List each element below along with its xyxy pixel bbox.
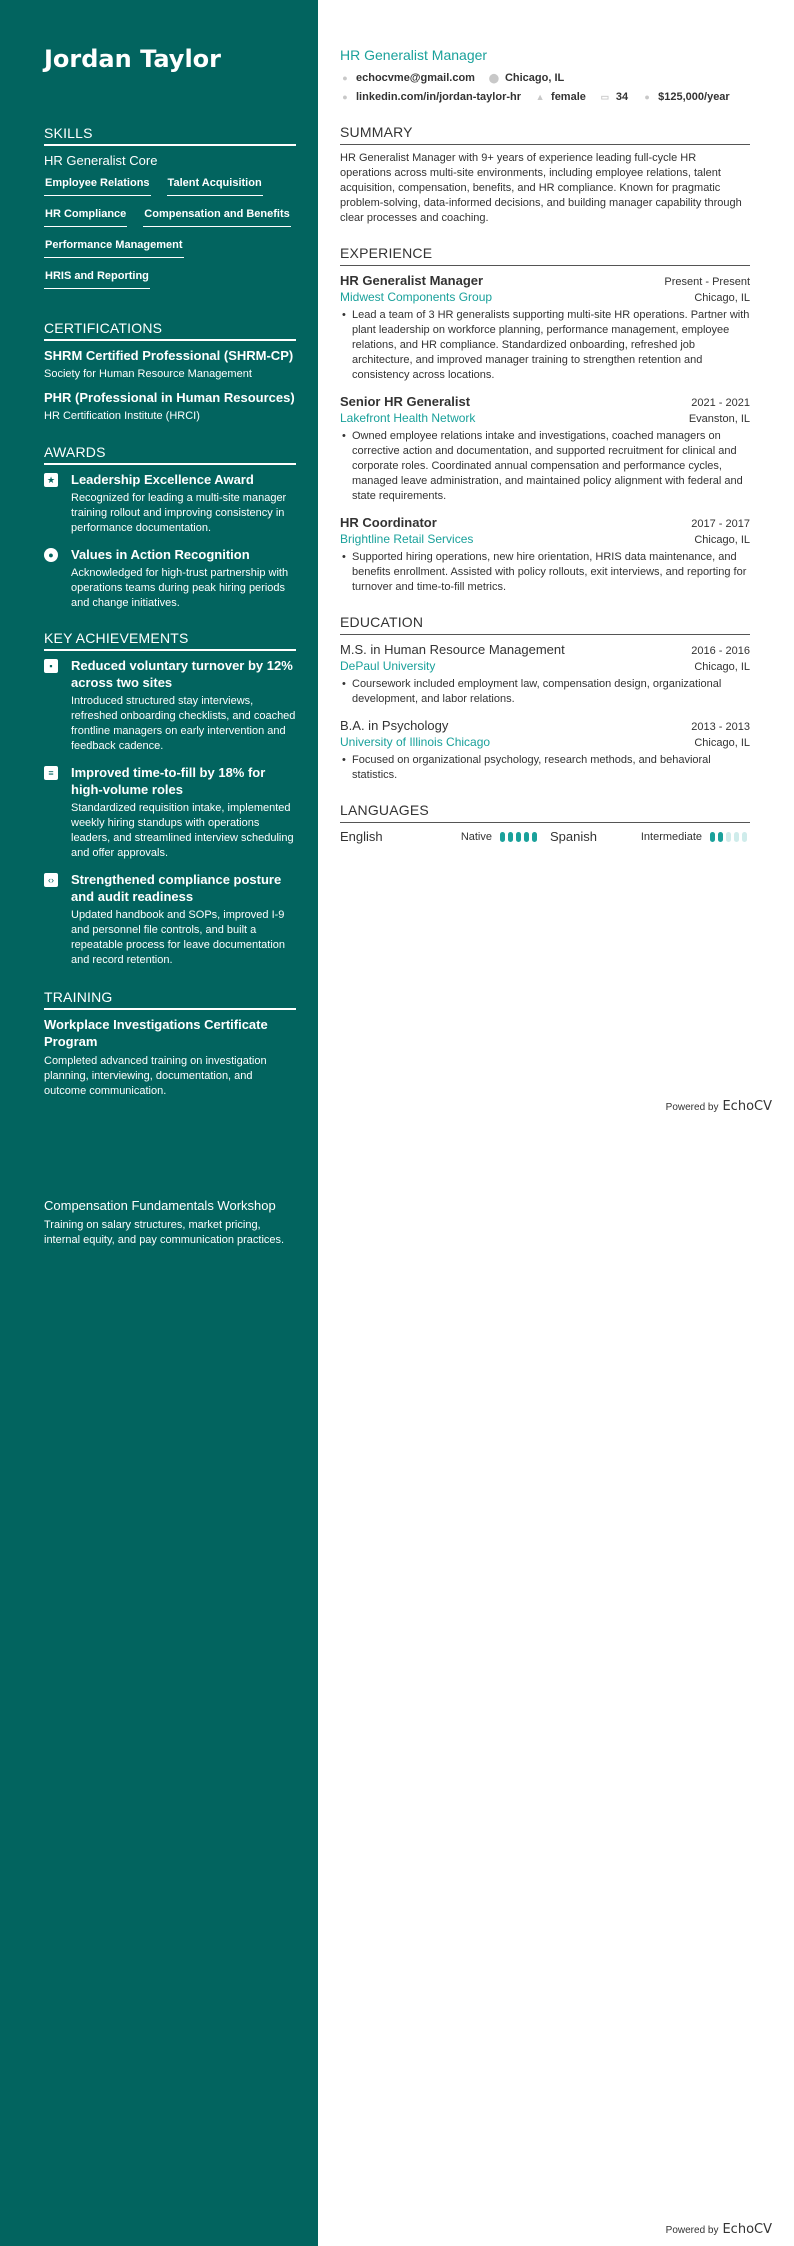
powered-by-badge <box>666 2222 772 2237</box>
certification-item <box>44 347 296 381</box>
certification-org: Society for Human Resource Management <box>44 368 252 380</box>
language-name: English <box>340 829 383 844</box>
experience-item <box>340 272 750 383</box>
award-desc: Recognized for leading a multi-site manager training rollout and improving consistency in performance documentation. <box>71 492 287 534</box>
experience-title: Senior HR Generalist <box>340 394 471 409</box>
linkedin-icon: ● <box>342 92 348 102</box>
language-level: Intermediate <box>640 830 702 843</box>
experience-location: Chicago, IL <box>694 292 750 304</box>
certification-title: PHR (Professional in Human Resources) <box>44 390 295 405</box>
rating-dot <box>710 832 715 842</box>
rating-dot <box>524 832 529 842</box>
achievement-item <box>44 871 296 968</box>
email-icon: ● <box>342 73 348 83</box>
award-title: Leadership Excellence Award <box>71 472 254 487</box>
code-icon: ‹› <box>44 873 58 887</box>
experience-bullet: • Supported hiring operations, new hire orientation, HRIS data maintenance, and benefits enrollment. Assisted with policy rollouts, exit interviews, and reporting for turnover and time-to-fill metrics. <box>340 550 750 595</box>
certifications-list <box>44 347 296 423</box>
contact-location <box>489 70 564 86</box>
certifications-heading: CERTIFICATIONS <box>44 319 296 341</box>
education-location: Chicago, IL <box>694 737 750 749</box>
education-location: Chicago, IL <box>694 661 750 673</box>
rating-dot <box>500 832 505 842</box>
skill-group-title: HR Generalist Core <box>44 153 158 168</box>
award-desc: Acknowledged for high-trust partnership with operations teams during peak hiring periods and change initiatives. <box>71 567 289 609</box>
powered-by-badge <box>666 1099 772 1114</box>
achievement-title: Reduced voluntary turnover by 12% across two sites <box>71 658 293 690</box>
achievements-list <box>44 657 296 968</box>
achievement-title: Strengthened compliance posture and audit readiness <box>71 872 282 904</box>
education-school: University of Illinois Chicago <box>340 735 491 749</box>
education-bullet: • Focused on organizational psychology, research methods, and behavioral statistics. <box>340 753 750 783</box>
certification-item <box>44 389 296 423</box>
contact-salary <box>642 89 730 105</box>
achievement-desc: Standardized requisition intake, implemented weekly hiring standups with operations leaders, and streamlined interview scheduling and offer approvals. <box>71 802 294 859</box>
achievement-item <box>44 764 296 861</box>
experience-item <box>340 393 750 504</box>
gender-text: female <box>551 91 586 103</box>
experience-location: Chicago, IL <box>694 534 750 546</box>
education-degree: M.S. in Human Resource Management <box>340 642 565 657</box>
experience-company: Brightline Retail Services <box>340 532 474 546</box>
education-date: 2013 - 2013 <box>691 721 750 733</box>
education-date: 2016 - 2016 <box>691 645 750 657</box>
achievement-title: Improved time-to-fill by 18% for high-volume roles <box>71 765 266 797</box>
language-name: Spanish <box>550 829 597 844</box>
training-desc: Completed advanced training on investigation planning, interviewing, documentation, and outcome communication. <box>44 1055 267 1097</box>
experience-heading: EXPERIENCE <box>340 244 750 266</box>
experience-item <box>340 514 750 595</box>
experience-date: 2021 - 2021 <box>691 397 750 409</box>
experience-date: 2017 - 2017 <box>691 518 750 530</box>
language-rating <box>710 832 750 842</box>
training-title: Compensation Fundamentals Workshop <box>44 1198 276 1213</box>
award-title: Values in Action Recognition <box>71 547 250 562</box>
language-item <box>340 829 540 844</box>
achievement-desc: Introduced structured stay interviews, refreshed onboarding checklists, and coached frontline managers on early intervention and feedback cadence. <box>71 695 296 752</box>
medal-icon: ● <box>44 548 58 562</box>
skill-chip: HR Compliance <box>44 204 127 227</box>
education-heading: EDUCATION <box>340 613 750 635</box>
language-level: Native <box>460 830 492 843</box>
experience-bullet: • Lead a team of 3 HR generalists supporting multi-site HR operations. Partner with plant leadership on workforce planning, performance management, employee relations, and HR compliance. Standardized onboarding, refreshed job architecture, and improved manager training to strengthen retention and consistency across locations. <box>340 308 750 383</box>
rating-dot <box>516 832 521 842</box>
sidebar <box>0 0 318 2246</box>
summary-text: HR Generalist Manager with 9+ years of experience leading full-cycle HR operations across multi-site environments, including employee relations, talent acquisition, compensation, benefits, and HR compliance. Known for pragmatic problem-solving, data-informed decisions, and building manager capability through clear processes and coaching. <box>340 152 742 224</box>
experience-title: HR Generalist Manager <box>340 273 484 288</box>
trophy-icon: ★ <box>44 473 58 487</box>
education-item <box>340 717 750 783</box>
rating-dot <box>508 832 513 842</box>
rating-dot <box>718 832 723 842</box>
training-item <box>44 1197 296 1248</box>
awards-heading: AWARDS <box>44 443 296 465</box>
certification-title: SHRM Certified Professional (SHRM-CP) <box>44 348 294 363</box>
experience-date: Present - Present <box>664 276 750 288</box>
job-title-header: HR Generalist Manager <box>340 47 488 63</box>
experience-bullet: • Owned employee relations intake and investigations, coached managers on corrective action and documentation, and supported recruitment for clinical and corporate roles. Coordinated annual compensation and performance cycles, managed leave administration, and maintained policy alignment with federal and state requirements. <box>340 429 750 504</box>
education-item <box>340 641 750 707</box>
money-icon: ● <box>644 92 650 102</box>
email-text: echocvme@gmail.com <box>356 72 475 84</box>
linkedin-text: linkedin.com/in/jordan-taylor-hr <box>356 91 522 103</box>
achievement-item <box>44 657 296 754</box>
skill-chip: Employee Relations <box>44 173 151 196</box>
certification-org: HR Certification Institute (HRCI) <box>44 410 200 422</box>
education-bullet: • Coursework included employment law, compensation design, organizational development, and labor relations. <box>340 677 750 707</box>
education-school: DePaul University <box>340 659 436 673</box>
languages-list <box>340 829 750 844</box>
award-item <box>44 471 296 536</box>
contact-linkedin[interactable] <box>340 89 521 105</box>
location-pin-icon: ⬤ <box>488 73 499 83</box>
experience-title: HR Coordinator <box>340 515 437 530</box>
skill-chip: Performance Management <box>44 235 184 258</box>
age-text: 34 <box>615 91 629 103</box>
contact-gender <box>535 89 586 105</box>
skill-chip: HRIS and Reporting <box>44 266 150 289</box>
language-item <box>550 829 750 844</box>
skill-chip: Compensation and Benefits <box>143 204 290 227</box>
experience-company: Lakefront Health Network <box>340 411 476 425</box>
skill-chip: Talent Acquisition <box>167 173 263 196</box>
main-content <box>318 0 794 2246</box>
language-rating <box>500 832 540 842</box>
languages-heading: LANGUAGES <box>340 801 750 823</box>
contact-row <box>340 89 750 105</box>
calendar-icon: ▭ <box>600 92 610 102</box>
rating-dot <box>734 832 739 842</box>
building-icon: ▪ <box>44 659 58 673</box>
training-title: Workplace Investigations Certificate Program <box>44 1017 268 1049</box>
training-heading: TRAINING <box>44 988 296 1010</box>
brand-logo: EchoCV <box>722 1099 772 1114</box>
experience-company: Midwest Components Group <box>340 290 493 304</box>
powered-by-text: Powered by <box>665 2225 719 2236</box>
skills-list <box>44 173 296 297</box>
experience-location: Evanston, IL <box>688 413 750 425</box>
rating-dot <box>742 832 747 842</box>
brand-logo: EchoCV <box>722 2222 772 2237</box>
powered-by-text: Powered by <box>665 1102 719 1113</box>
person-icon: ▲ <box>535 92 545 102</box>
summary-heading: SUMMARY <box>340 123 750 145</box>
chat-icon: ≡ <box>44 766 58 780</box>
training-desc: Training on salary structures, market pricing, internal equity, and pay communication practices. <box>44 1219 285 1246</box>
contact-row <box>340 70 750 86</box>
candidate-name: Jordan Taylor <box>44 45 221 73</box>
skills-heading: SKILLS <box>44 124 296 146</box>
award-item <box>44 546 296 611</box>
salary-text: $125,000/year <box>658 91 730 103</box>
rating-dot <box>532 832 537 842</box>
achievements-heading: KEY ACHIEVEMENTS <box>44 629 296 651</box>
awards-list <box>44 471 296 611</box>
location-text: Chicago, IL <box>504 72 565 84</box>
rating-dot <box>726 832 731 842</box>
achievement-desc: Updated handbook and SOPs, improved I-9 and personnel file controls, and built a repeatable process for leave documentation and record retention. <box>71 909 286 966</box>
education-degree: B.A. in Psychology <box>340 718 449 733</box>
contact-email[interactable] <box>340 70 475 86</box>
training-item <box>44 1016 296 1099</box>
contact-age <box>600 89 628 105</box>
